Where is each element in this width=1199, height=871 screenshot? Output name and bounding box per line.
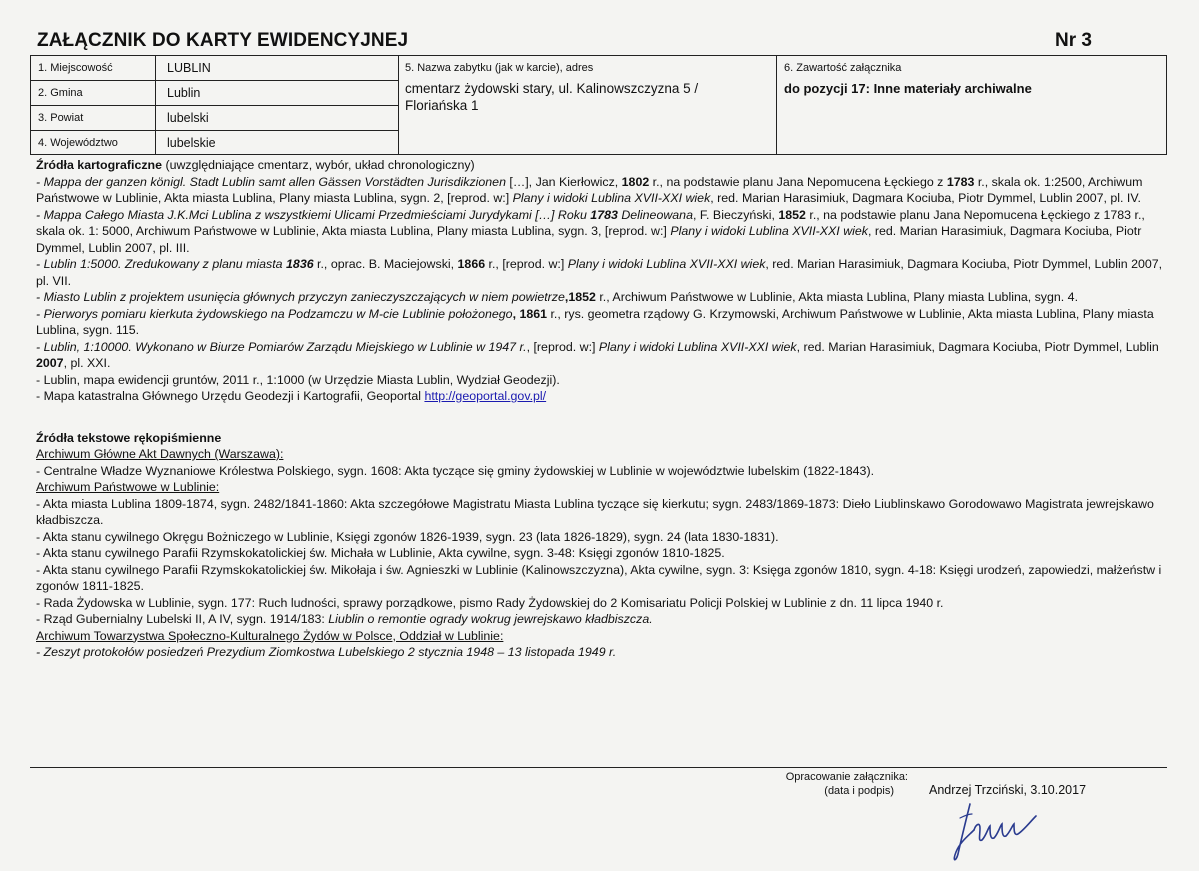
kartograficzne-entry: - Miasto Lublin z projektem usunięcia głównych przyczyn zanieczyszczających w niem powietrze,1852 r., Archiwum Państwowe w Lublinie, Akta miasta Lublina, Plany miasta Lublina, sygn. 4. (36, 290, 1079, 304)
author-date: Andrzej Trzciński, 3.10.2017 (929, 783, 1087, 797)
archive-heading: Archiwum Towarzystwa Społeczno-Kulturalnego Żydów w Polsce, Oddział w Lublinie: (36, 628, 504, 643)
frame-right-rule (1166, 55, 1167, 155)
nazwa-label: 5. Nazwa zabytku (jak w karcie), adres (405, 62, 594, 74)
tekstowe-entry: - Akta stanu cywilnego Parafii Rzymskokatolickiej św. Mikołaja i św. Agnieszki w Lublinie (Kalinowszczyzna), Akta cywilne, sygn. 3: Księga zgonów 1810, sygn. 4-18: Księgi urodzeń, zapowiedzi, małżeństw i zgonów 1811-1825. (36, 562, 1162, 593)
tekstowe-entry: - Rząd Gubernialny Lubelski II, A IV, sygn. 1914/183: Liublin o remontie ogrady wokrug jewrejskawo kładbiszcza. (36, 612, 653, 626)
tekstowe-entry: - Akta miasta Lublina 1809-1874, sygn. 2482/1841-1860: Akta szczegółowe Magistratu Miasta Lublina tyczące się kierkutu; sygn. 2483/1869-1873: Dieło Liublinskawo Gorodowawo Magistrata jewrejskawo kładbiszcza. (36, 496, 1154, 527)
kartograficzne-entry: - Pierworys pomiaru kierkuta żydowskiego na Podzamczu w M-cie Lublinie położonego, 1861 r., rys. geometra rządowy G. Krzymowski, Archiwum Państwowe w Lublinie, Akta miasta Lublina, Plany miasta Lublina, sygn. 115. (36, 306, 1154, 337)
kartograficzne-entry: - Lublin, 1:10000. Wykonano w Biurze Pomiarów Zarządu Miejskiego w Lublinie w 1947 r., [reprod. w:] Plany i widoki Lublina XVII-XXI wiek, red. Marian Harasimiuk, Dagmara Kociuba, Piotr Dymmel, Lublin 2007, pl. XXI. (36, 339, 1159, 370)
grid-row-2 (30, 105, 398, 106)
frame-top-rule (30, 55, 1167, 56)
kartograficzne-heading: Źródła kartograficzne (uwzględniające cmentarz, wybór, układ chronologiczny) (36, 158, 475, 172)
grid-row-3 (30, 130, 398, 131)
signature (948, 796, 1068, 871)
gmina-label: 2. Gmina (38, 87, 83, 99)
miejscowosc-label: 1. Miejscowość (38, 62, 113, 74)
nazwa-value: cmentarz żydowski stary, ul. Kalinowszczyzna 5 / Floriańska 1 (405, 81, 699, 113)
zawartosc-value: do pozycji 17: Inne materiały archiwalne (784, 81, 1032, 96)
tekstowe-heading: Źródła tekstowe rękopiśmienne (36, 430, 222, 445)
sources-body (36, 157, 1166, 661)
miejscowosc-value: LUBLIN (167, 61, 211, 75)
grid-row-4 (30, 154, 1167, 155)
archive-heading: Archiwum Państwowe w Lublinie: (36, 480, 220, 494)
grid-col-2 (398, 55, 399, 154)
wojewodztwo-label: 4. Województwo (38, 137, 118, 149)
grid-col-3 (776, 55, 777, 154)
archive-heading: Archiwum Główne Akt Dawnych (Warszawa): (36, 447, 284, 461)
tekstowe-entry: - Zeszyt protokołów posiedzeń Prezydium Ziomkostwa Lubelskiego 2 stycznia 1948 – 13 listopada 1949 r. (36, 645, 617, 659)
prepared-by-label: Opracowanie załącznika: (data i podpis) (785, 771, 908, 797)
kartograficzne-entry: - Mappa Całego Miasta J.K.Mci Lublina z wszystkiemi Ulicami Przedmieściami Jurydykami […] Roku 1783 Delineowana, F. Bieczyński, 1852 r., na podstawie planu Jana Nepomucena Łęckiego z 1783 r., skala ok. 1: 5000, Archiwum Państwowe w Lublinie, Akta miasta Lublina, Plany miasta Lublina, sygn. 3, [reprod. w:] Plany i widoki Lublina XVII-XXI wiek, red. Marian Harasimiuk, Dagmara Kociuba, Piotr Dymmel, Lublin 2007, pl. III. (36, 207, 1145, 255)
frame-bottom-rule (30, 767, 1167, 768)
grid-row-1 (30, 80, 398, 81)
kartograficzne-entry: - Mapa katastralna Głównego Urzędu Geodezji i Kartografii, Geoportal http://geoportal.gov.pl/ (36, 389, 547, 403)
zawartosc-label: 6. Zawartość załącznika (784, 62, 902, 74)
kartograficzne-entry: - Lublin, mapa ewidencji gruntów, 2011 r., 1:1000 (w Urzędzie Miasta Lublin, Wydział Geodezji). (36, 372, 560, 387)
geoportal-link[interactable]: http://geoportal.gov.pl/ (424, 389, 547, 403)
powiat-label: 3. Powiat (38, 112, 84, 124)
powiat-value: lubelski (167, 111, 209, 125)
kartograficzne-entry: - Mappa der ganzen königl. Stadt Lublin samt allen Gässen Vorstädten Jurisdikzionen […], Jan Kierłowicz, 1802 r., na podstawie planu Jana Nepomucena Łęckiego z 1783 r., skala ok. 1:2500, Archiwum Państwowe w Lublinie, Akta miasta Lublina, Plany miasta Lublina, sygn. 2, [reprod. w:] Plany i widoki Lublina XVII-XXI wiek, red. Marian Harasimiuk, Dagmara Kociuba, Piotr Dymmel, Lublin 2007, pl. IV. (36, 174, 1143, 205)
section-gap (36, 405, 1166, 422)
tekstowe-entry: - Centralne Władze Wyznaniowe Królestwa Polskiego, sygn. 1608: Akta tyczące się gminy żydowskiej w Lublinie w województwie lubelskim (1822-1843). (36, 463, 875, 478)
tekstowe-entry: - Rada Żydowska w Lublinie, sygn. 177: Ruch ludności, sprawy porządkowe, pismo Rady Żydowskiej do 2 Komisariatu Policji Polskiej w Lublinie z dn. 11 lipca 1940 r. (36, 595, 944, 610)
attachment-number: Nr 3 (1055, 30, 1092, 51)
gmina-value: Lublin (167, 86, 201, 100)
page-title: ZAŁĄCZNIK DO KARTY EWIDENCYJNEJ (37, 30, 409, 51)
tekstowe-entry: - Akta stanu cywilnego Parafii Rzymskokatolickiej św. Michała w Lublinie, Akta cywilne, sygn. 3-48: Księgi zgonów 1810-1825. (36, 546, 725, 560)
tekstowe-entry: - Akta stanu cywilnego Okręgu Bożniczego w Lublinie, Księgi zgonów 1826-1939, sygn. 23 (lata 1826-1829), sygn. 24 (lata 1830-1831). (36, 529, 779, 544)
signature-scribble (948, 796, 1068, 866)
wojewodztwo-value: lubelskie (167, 136, 216, 150)
kartograficzne-entry: - Lublin 1:5000. Zredukowany z planu miasta 1836 r., oprac. B. Maciejowski, 1866 r., [reprod. w:] Plany i widoki Lublina XVII-XXI wiek, red. Marian Harasimiuk, Dagmara Kociuba, Piotr Dymmel, Lublin 2007, pl. VII. (36, 257, 1163, 288)
